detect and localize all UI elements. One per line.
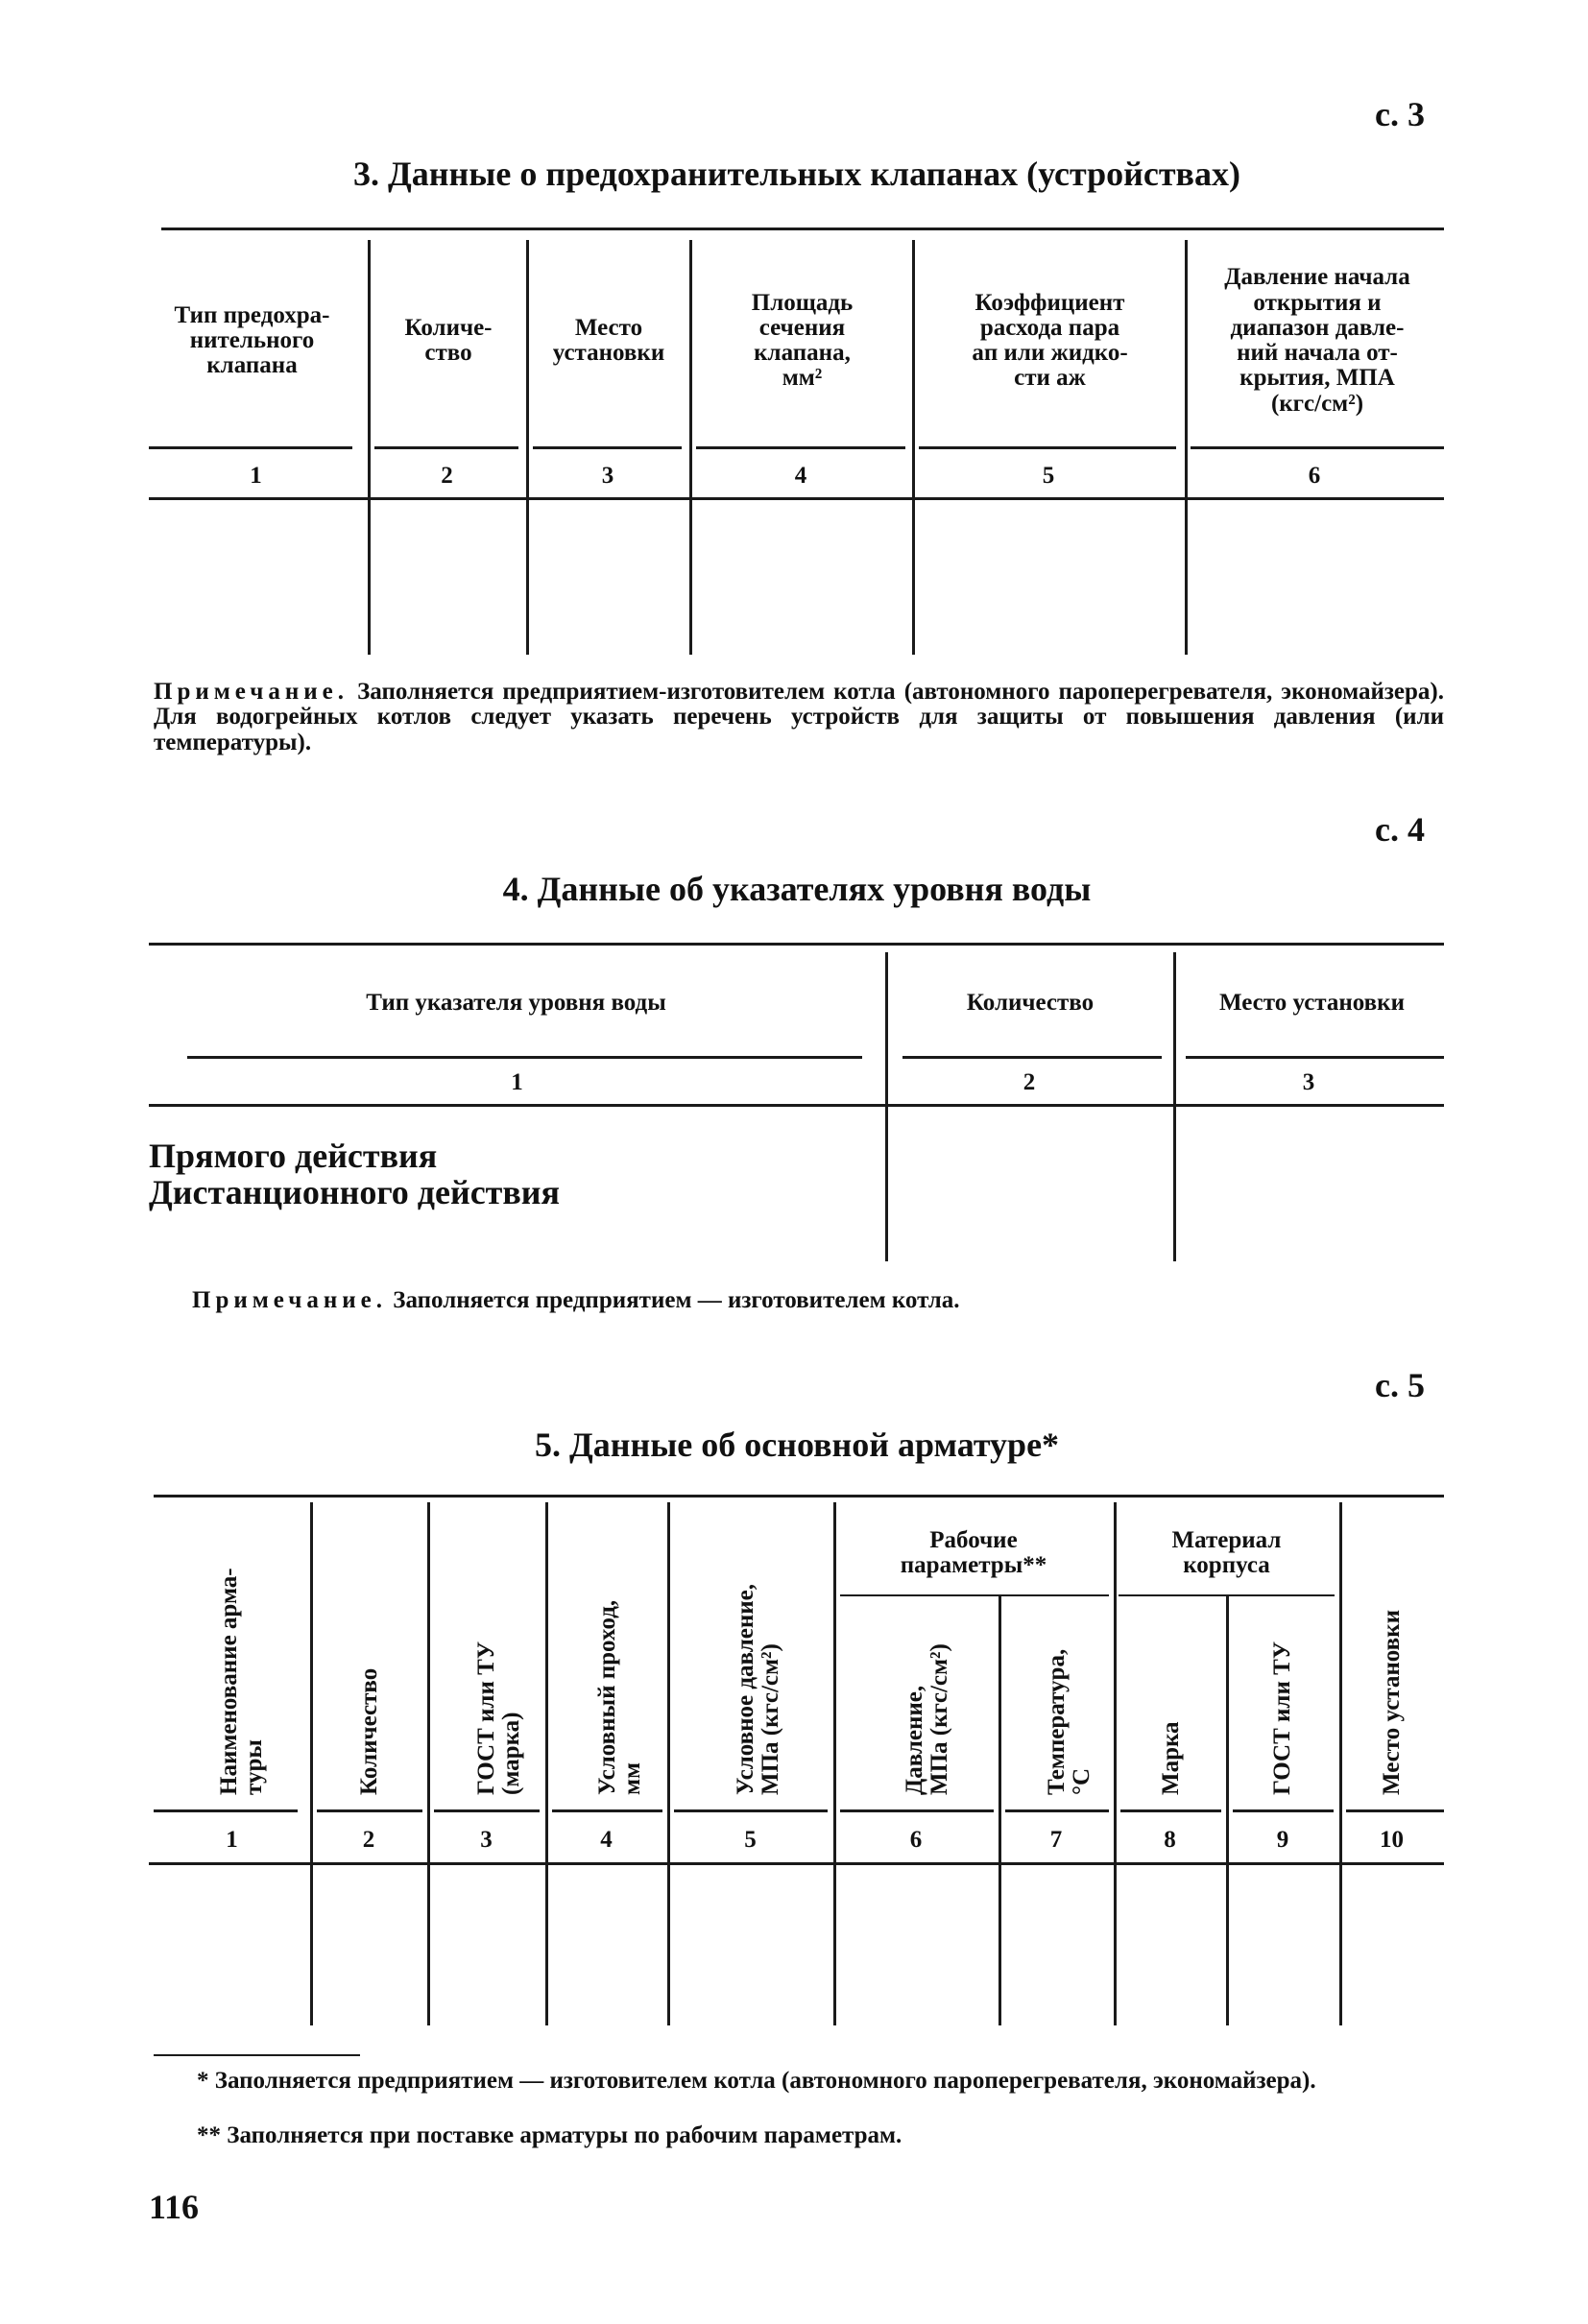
page-number: 116 [149, 2188, 200, 2226]
column-divider [689, 240, 692, 655]
page-ref-5: с. 5 [1375, 1366, 1425, 1404]
header-section-area: Площадь сечения клапана, мм² [751, 289, 854, 392]
group-underline [1119, 1594, 1335, 1596]
column-number: 2 [362, 1827, 375, 1853]
header-flow-coefficient: Коэффициент расхода пара aп или жидко- сти aж [972, 289, 1128, 392]
header-fitting-name: Наименование арма- туры [215, 1568, 267, 1795]
column-number: 6 [1308, 463, 1321, 489]
row-direct-action: Прямого действия [149, 1137, 438, 1175]
numbers-rule [149, 1104, 1444, 1107]
header-nominal-pressure: Условное давление, МПа (кгс/см²) [732, 1584, 783, 1795]
column-number: 2 [441, 463, 453, 489]
section-4-note: Примечание. Заполняется предприятием — изготовителем котла. [192, 1287, 960, 1313]
header-underline [1233, 1809, 1334, 1812]
header-underline [674, 1809, 828, 1812]
column-divider [1226, 1596, 1229, 2025]
column-divider [427, 1502, 430, 2025]
column-divider [545, 1502, 548, 2025]
header-underline [1120, 1809, 1221, 1812]
header-underline [919, 446, 1176, 449]
section-3-note: Примечание. Заполняется предприятием-изготовителем котла (автономного пароперегревателя, экономайзера). Для водогрейных котлов следует указать перечень устройств для защиты от повышения давления (или температуры). [154, 679, 1444, 755]
page-ref-3: с. 3 [1375, 95, 1425, 133]
header-temperature: Температура, °С [1043, 1648, 1095, 1795]
header-underline [902, 1056, 1162, 1059]
table-rule [161, 228, 1444, 230]
header-underline [149, 446, 352, 449]
column-divider [667, 1502, 670, 2025]
column-number: 2 [1023, 1069, 1036, 1095]
section-4-title: 4. Данные об указателях уровня воды [502, 870, 1092, 908]
header-gost-or-tu: ГОСТ или ТУ (марка) [472, 1641, 524, 1795]
numbers-rule [149, 1862, 1444, 1865]
header-underline [1346, 1809, 1444, 1812]
header-install-place: Место установки [1219, 989, 1405, 1016]
header-underline [1191, 446, 1444, 449]
page-ref-4: с. 4 [1375, 810, 1425, 849]
column-number: 3 [480, 1827, 493, 1853]
column-number: 10 [1380, 1827, 1404, 1853]
header-underline [1005, 1809, 1109, 1812]
header-underline [154, 1809, 298, 1812]
column-number: 9 [1276, 1827, 1289, 1853]
column-divider [885, 952, 888, 1261]
column-number: 3 [1302, 1069, 1315, 1095]
footnote-1: * Заполняется предприятием — изготовителем котла (автономного пароперегревателя, экономайзера). [197, 2068, 1316, 2094]
footnote-rule [154, 2054, 360, 2056]
header-underline [840, 1809, 994, 1812]
header-install-place: Место установки [1378, 1610, 1405, 1795]
header-underline [552, 1809, 662, 1812]
header-underline [533, 446, 682, 449]
column-divider [999, 1596, 1001, 2025]
group-header-body-material: Материал корпуса [1171, 1526, 1282, 1578]
column-divider [526, 240, 529, 655]
section-5-title: 5. Данные об основной арматуре* [534, 1426, 1060, 1464]
column-number: 1 [511, 1069, 523, 1095]
section-3-title: 3. Данные о предохранительных клапанах (устройствах) [353, 155, 1240, 193]
header-install-place: Место установки [552, 314, 665, 366]
column-number: 1 [226, 1827, 238, 1853]
group-header-operating-params: Рабочие параметры** [900, 1526, 1047, 1578]
column-divider [310, 1502, 313, 2025]
header-quantity: Количество [355, 1667, 382, 1795]
column-divider [368, 240, 371, 655]
header-quantity: Количество [966, 989, 1095, 1016]
column-divider [1173, 952, 1176, 1261]
header-valve-type: Тип предохра- нительного клапана [174, 301, 330, 379]
table-rule [154, 1495, 1444, 1497]
header-underline [696, 446, 905, 449]
column-number: 4 [600, 1827, 613, 1853]
header-indicator-type: Тип указателя уровня воды [366, 989, 666, 1016]
column-number: 8 [1164, 1827, 1176, 1853]
numbers-rule [149, 497, 1444, 500]
header-underline [1186, 1056, 1444, 1059]
column-number: 3 [601, 463, 614, 489]
column-divider [912, 240, 915, 655]
group-underline [840, 1594, 1109, 1596]
column-number: 1 [250, 463, 262, 489]
column-number: 4 [794, 463, 807, 489]
header-underline [187, 1056, 862, 1059]
column-number: 7 [1049, 1827, 1063, 1853]
header-opening-pressure: Давление начала открытия и диапазон давле- ний начала от- крытия, МПА (кгс/см²) [1224, 264, 1410, 417]
header-nominal-bore: Условный проход, мм [593, 1599, 645, 1795]
column-number: 5 [744, 1827, 757, 1853]
column-number: 5 [1042, 463, 1055, 489]
column-number: 6 [909, 1827, 923, 1853]
footnote-2: ** Заполняется при поставке арматуры по рабочим параметрам. [197, 2122, 902, 2148]
header-gost-or-tu-material: ГОСТ или ТУ [1268, 1641, 1295, 1795]
column-divider [1339, 1502, 1342, 2025]
row-remote-action: Дистанционного действия [149, 1173, 561, 1211]
header-quantity: Количе- ство [404, 314, 493, 366]
header-underline [434, 1809, 540, 1812]
header-grade: Марка [1157, 1721, 1184, 1795]
table-rule [149, 943, 1444, 946]
column-divider [1185, 240, 1188, 655]
header-underline [374, 446, 518, 449]
header-pressure: Давление, МПа (кгс/см²) [901, 1643, 952, 1795]
header-underline [317, 1809, 422, 1812]
